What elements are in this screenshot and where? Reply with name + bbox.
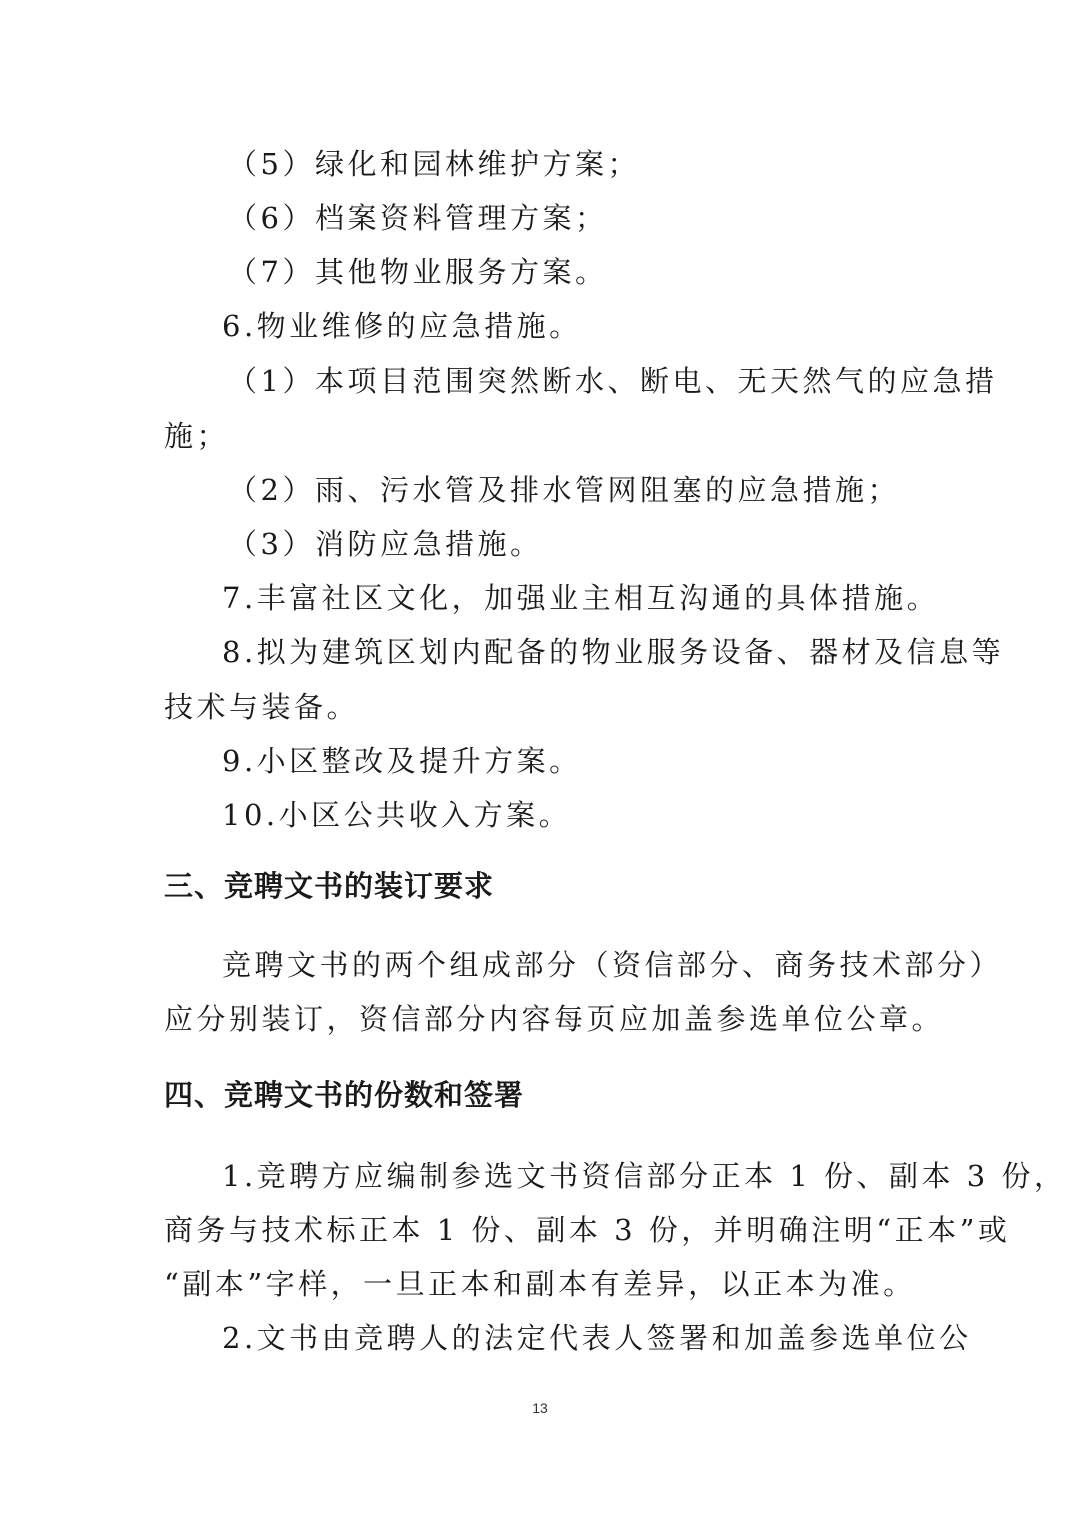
list-item-5-greening: （5）绿化和园林维护方案； [228, 147, 640, 181]
list-item-1-outage-continued: 施； [164, 419, 230, 453]
copies-paragraph-line-2: 商务与技术标正本 1 份、副本 3 份，并明确注明“正本”或 [164, 1213, 1011, 1247]
heading-copies-and-signing: 四、竞聘文书的份数和签署 [164, 1078, 525, 1112]
list-item-6-archives: （6）档案资料管理方案； [228, 201, 608, 235]
copies-paragraph-line-1: 1.竞聘方应编制参选文书资信部分正本 1 份、副本 3 份， [222, 1159, 1067, 1193]
section-10-title: 10.小区公共收入方案。 [222, 798, 572, 832]
section-8-title-continued: 技术与装备。 [164, 690, 360, 724]
binding-paragraph-line-2: 应分别装订，资信部分内容每页应加盖参选单位公章。 [164, 1002, 945, 1036]
section-8-title: 8.拟为建筑区划内配备的物业服务设备、器材及信息等 [222, 635, 1005, 669]
page-number: 13 [532, 1400, 548, 1416]
list-item-3-fire: （3）消防应急措施。 [228, 527, 543, 561]
section-7-title: 7.丰富社区文化，加强业主相互沟通的具体措施。 [222, 581, 940, 615]
list-item-7-other-services: （7）其他物业服务方案。 [228, 255, 608, 289]
list-item-2-drainage: （2）雨、污水管及排水管网阻塞的应急措施； [228, 473, 900, 507]
section-9-title: 9.小区整改及提升方案。 [222, 744, 582, 778]
section-6-title: 6.物业维修的应急措施。 [222, 309, 582, 343]
list-item-1-outage: （1）本项目范围突然断水、断电、无天然气的应急措 [228, 364, 998, 398]
signing-paragraph-line-1: 2.文书由竞聘人的法定代表人签署和加盖参选单位公 [222, 1321, 972, 1355]
heading-binding-requirements: 三、竞聘文书的装订要求 [164, 869, 495, 903]
copies-paragraph-line-3: “副本”字样，一旦正本和副本有差异，以正本为准。 [164, 1267, 916, 1301]
binding-paragraph-line-1: 竞聘文书的两个组成部分（资信部分、商务技术部分） [222, 948, 1003, 982]
